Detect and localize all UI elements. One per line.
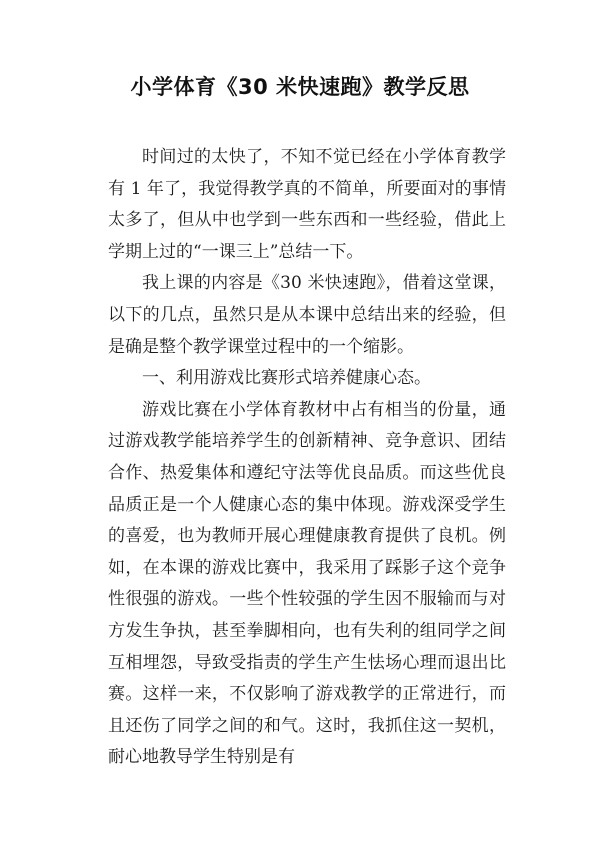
section-heading-1: 一、利用游戏比赛形式培养健康心态。 — [142, 368, 431, 389]
paragraph-game-competition: 游戏比赛在小学体育教材中占有相当的份量，通过游戏教学能培养学生的创新精神、竞争意识、团结合作、热爱集体和遵纪守法等优良品质。而这些优良品质正是一个人健康心态的集中体现。游戏深受学生的喜爱，也为教师开展心理健康教育提供了良机。例如，在本课的游戏比赛中，我采用了踩影子这个竞争性很强的游戏。一些个性较强的学生因不服输而与对方发生争执，甚至拳脚相向，也有失利的组同学之间互相埋怨，导致受指责的学生产生怯场心理而退出比赛。这样一来，不仅影响了游戏教学的正常进行，而且还伤了同学之间的和气。这时，我抓住这一契机，耐心地教导学生特别是有 — [108, 399, 506, 768]
document-title: 小学体育《30 米快速跑》教学反思 — [130, 75, 470, 99]
document-body — [108, 142, 506, 774]
paragraph-lesson-content: 我上课的内容是《30 米快速跑》，借着这堂课，以下的几点，虽然只是从本课中总结出来的经验，但是确是整个教学课堂过程中的一个缩影。 — [108, 273, 506, 357]
paragraph-intro: 时间过的太快了，不知不觉已经在小学体育教学有 1 年了，我觉得教学真的不简单，所要面对的事情太多了，但从中也学到一些东西和一些经验，借此上学期上过的“一课三上”总结一下。 — [108, 147, 506, 262]
